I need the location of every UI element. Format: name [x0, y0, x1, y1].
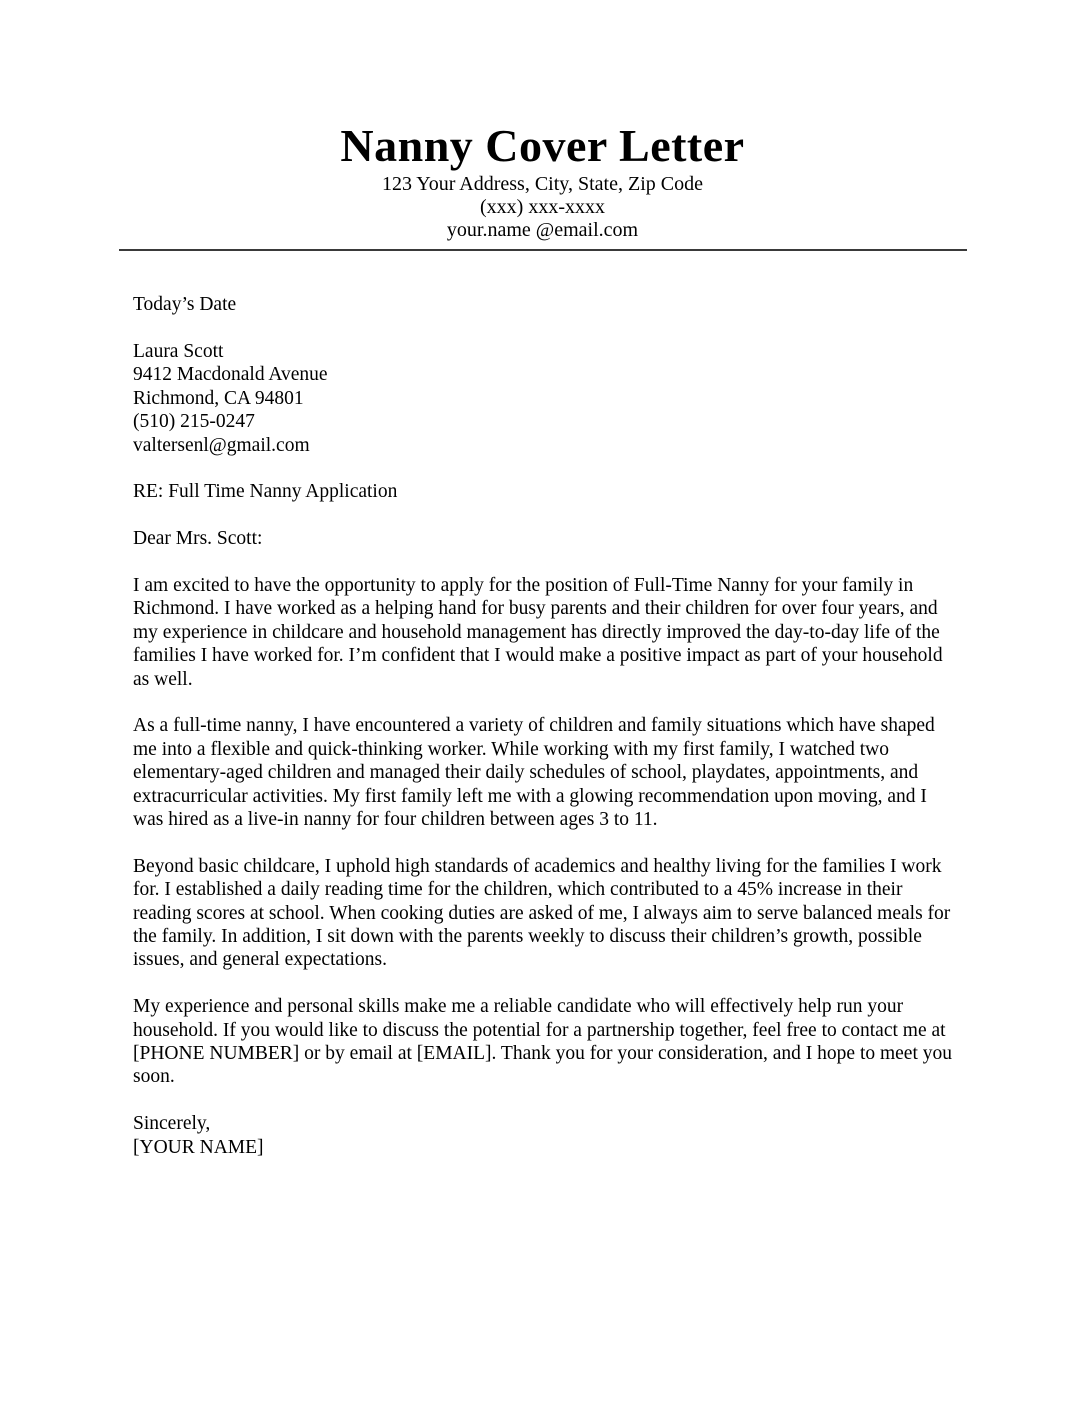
recipient-phone: (510) 215-0247 — [133, 411, 255, 433]
letterhead-address: 123 Your Address, City, State, Zip Code — [382, 173, 703, 196]
letterhead — [0, 0, 1085, 251]
closing: Sincerely, — [133, 1113, 211, 1135]
letter-body — [0, 251, 1085, 1159]
date-line: Today’s Date — [133, 294, 237, 316]
body-paragraph: I am excited to have the opportunity to apply for the position of Full-Time Nanny for your family in Richmond. I have worked as a helping hand for busy parents and their children for over four years, and my experience in childcare and household management has directly improved the day-to-day life of the families I have worked for. I’m confident that I would make a positive impact as part of your household as well. — [133, 575, 943, 690]
body-paragraph: My experience and personal skills make me a reliable candidate who will effectively help run your household. If you would like to discuss the potential for a partnership together, feel free to contact me at [PHONE NUMBER] or by email at [EMAIL]. Thank you for your consideration, and I hope to meet you soon. — [133, 996, 953, 1088]
salutation: Dear Mrs. Scott: — [133, 528, 263, 550]
body-paragraph: As a full-time nanny, I have encountered a variety of children and family situations which have shaped me into a flexible and quick-thinking worker. While working with my first family, I watched two elementary-aged children and managed their daily schedules of school, playdates, appointments, and extracurricular activities. My first family left me with a glowing recommendation upon moving, and I was hired as a live-in nanny for four children between ages 3 to 11. — [133, 715, 935, 831]
letterhead-email: your.name @email.com — [446, 219, 639, 242]
subject-line: RE: Full Time Nanny Application — [133, 481, 398, 503]
recipient-street: 9412 Macdonald Avenue — [133, 364, 328, 386]
closing-block — [133, 1112, 952, 1159]
recipient-email: valtersenl@gmail.com — [133, 434, 310, 456]
letterhead-title: Nanny Cover Letter — [340, 120, 745, 171]
recipient-city-state-zip: Richmond, CA 94801 — [133, 387, 304, 409]
signature-placeholder: [YOUR NAME] — [133, 1136, 264, 1158]
letterhead-phone: (xxx) xxx-xxxx — [480, 196, 605, 219]
body-paragraph: Beyond basic childcare, I uphold high standards of academics and healthy living for the families I work for. I established a daily reading time for the children, which contributed to a 45% increase in their reading scores at school. When cooking duties are asked of me, I always aim to serve balanced meals for the family. In addition, I sit down with the parents weekly to discuss their children’s growth, possible issues, and general expectations. — [133, 855, 951, 971]
recipient-address-block — [133, 340, 952, 457]
recipient-name: Laura Scott — [133, 340, 224, 362]
